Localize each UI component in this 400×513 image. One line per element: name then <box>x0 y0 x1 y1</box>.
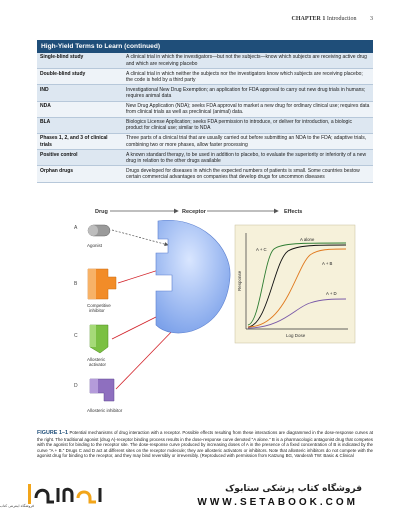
allosteric-inhibitor-label: Allosteric inhibitor <box>87 408 123 413</box>
allosteric-inhibitor-drug <box>90 379 114 401</box>
terms-row <box>37 53 373 69</box>
competitive-inhibitor-label-2: inhibitor <box>89 308 105 313</box>
row-letter-a: A <box>74 225 78 231</box>
term-name: Positive control <box>37 150 123 166</box>
chapter-number: CHAPTER 1 <box>291 16 326 22</box>
row-letter-c: C <box>74 333 78 339</box>
terms-row <box>37 69 373 85</box>
terms-row <box>37 101 373 117</box>
header-receptor: Receptor <box>182 209 206 215</box>
term-definition: A known standard therapy, to be used in addition to placebo, to evaluate the superiority or inferiority of a new drug in relation to the other drugs available <box>123 150 373 166</box>
agonist-label: Agonist <box>87 243 103 248</box>
chart-xlabel: Log Dose <box>286 333 306 338</box>
figure-caption-text: Potential mechanisms of drug interaction with a receptor. Possible effects resulting from these interactions are diagrammed in the dose-response curves at the right. The traditional agonist (drug A)-receptor binding process results in the dose-response curve denoted "A alone." B is a pharmacologic antagonist drug that competes with the agonist for binding to the receptor site. The dose-response curve produced by increasing doses of A in the presence of a fixed concentration of B is indicated by the curve "A + B." Drugs C and D act at different sites on the receptor molecule; they are allosteric activators or inhibitors. Note that allosteric inhibitors do not compete with the agonist drug for binding to the receptor, and they may bind reversibly or irreversibly. (Reproduced with permission from Katzung BG, Vanderah TW: Basic & Clinical <box>37 430 373 458</box>
terms-title: High-Yield Terms to Learn (continued) <box>37 40 373 53</box>
store-title: فروشگاه کتاب پزشکی ستابوک <box>225 484 362 494</box>
term-definition: A clinical trial in which neither the subjects nor the investigators know which subjects are receiving placebo; the code is held by a third party <box>123 69 373 85</box>
terms-row <box>37 117 373 133</box>
label-a-plus-d: A + D <box>326 291 337 296</box>
term-definition: New Drug Application (NDA); seeks FDA approval to market a new drug for ordinary clinical use; requires data from clinical trials as well as preclinical (animal) data. <box>123 101 373 117</box>
chapter-title: Introduction <box>326 16 357 22</box>
term-name: Single-blind study <box>37 53 123 69</box>
term-definition: Three parts of a clinical trial that are usually carried out before submitting an NDA to the FDA; adaptive trials, combining two or more phases, allow faster processing <box>123 133 373 149</box>
figure-drug-receptor <box>60 207 360 427</box>
allosteric-activator-label-1: Allosteric <box>87 357 106 362</box>
high-yield-terms-box <box>37 40 373 183</box>
label-a-alone: A alone <box>300 237 315 242</box>
running-head <box>291 16 373 22</box>
header-drug: Drug <box>95 209 108 215</box>
figure-svg <box>60 207 360 427</box>
term-definition: Investigational New Drug Exemption; an application for FDA approval to carry out new drug trials in humans; requires animal data <box>123 85 373 101</box>
allosteric-activator-drug <box>90 325 108 353</box>
term-name: Double-blind study <box>37 69 123 85</box>
setabook-logo-svg <box>0 482 114 508</box>
chart-ylabel: Response <box>237 270 242 291</box>
terms-row <box>37 166 373 182</box>
terms-row <box>37 85 373 101</box>
bookstore-footer <box>0 478 400 512</box>
term-name: BLA <box>37 117 123 133</box>
term-definition: A clinical trial in which the investigators—but not the subjects—know which subjects are receiving active drug and which are receiving placebo <box>123 53 373 69</box>
logo-subtext: فروشگاه اینترنتی کتاب <box>0 504 34 508</box>
label-a-plus-c: A + C <box>256 247 267 252</box>
term-name: Orphan drugs <box>37 166 123 182</box>
terms-row <box>37 133 373 149</box>
row-letter-b: B <box>74 281 78 287</box>
term-definition: Drugs developed for diseases in which the expected numbers of patients is small. Some countries bestow certain commercial advantages on companies that develop drugs for uncommon diseases <box>123 166 373 182</box>
setabook-logo <box>0 482 114 508</box>
header-effects: Effects <box>284 209 303 215</box>
term-name: NDA <box>37 101 123 117</box>
figure-caption <box>37 430 373 459</box>
competitive-inhibitor-drug <box>88 269 116 299</box>
figure-label: FIGURE 1–1 <box>37 430 69 436</box>
terms-row <box>37 150 373 166</box>
row-letter-d: D <box>74 383 78 389</box>
label-a-plus-b: A + B <box>322 261 333 266</box>
term-name: Phases 1, 2, and 3 of clinical trials <box>37 133 123 149</box>
competitive-inhibitor-label-1: Competitive <box>87 303 111 308</box>
dose-response-chart <box>235 225 355 343</box>
agonist-drug <box>88 225 110 236</box>
allosteric-activator-label-2: activator <box>89 362 107 367</box>
term-definition: Biologics License Application; seeks FDA permission to introduce, or deliver for introduction, a biologic product for clinical use; similar to NDA <box>123 117 373 133</box>
terms-table <box>37 53 373 183</box>
term-name: IND <box>37 85 123 101</box>
store-url[interactable]: WWW.SETABOOK.COM <box>197 497 358 508</box>
page-number: 3 <box>370 16 373 22</box>
receptor-shape <box>156 220 230 333</box>
